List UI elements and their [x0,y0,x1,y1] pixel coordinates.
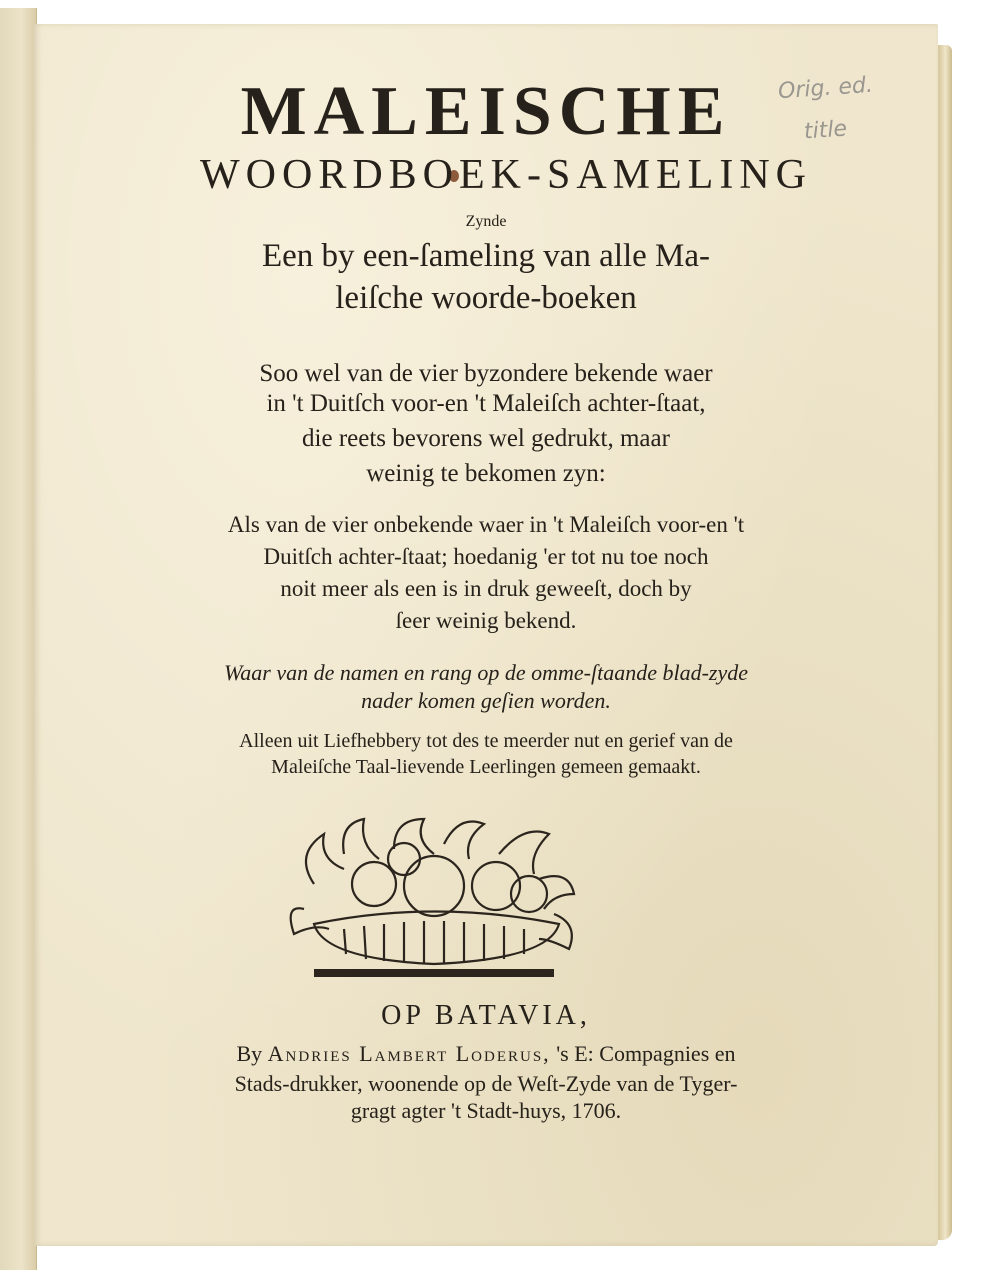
title-page [34,24,938,1246]
paragraph-1-line-4: weinig te bekomen zyn: [366,460,606,487]
main-title: MALEISCHE [240,73,732,150]
subtitle: WOORDBOEK-SAMELING [200,152,812,198]
imprint-by: By [236,1041,263,1066]
printer-name: Andries Lambert Loderus, [267,1041,551,1066]
imprint-line-1 [34,1041,938,1067]
paragraph-3-line-1: Alleen uit Liefhebbery tot des te meerder nut en gerief van de [239,730,733,752]
imprint-company: 's E: Compagnies en [556,1041,736,1066]
fruit-basket-woodcut-icon [284,814,584,979]
description-line-1: Een by een-ſameling van alle Ma- [261,238,711,274]
paragraph-1-line-3: die reets bevorens wel gedrukt, maar [302,425,670,452]
pencil-annotation-line-1: Orig. ed. [777,72,874,105]
italic-line-2: nader komen geſien worden. [361,688,611,713]
connector-word: Zynde [465,213,507,230]
paragraph-2-line-2: Duitſch achter-ſtaat; hoedanig 'er tot nu toe noch [263,544,709,569]
paragraph-1-line-2: in 't Duitſch voor-en 't Maleiſch achter-ſtaat, [266,390,706,417]
pencil-annotation-line-2: title [803,116,848,145]
imprint-place: OP BATAVIA, [381,1000,591,1031]
paragraph-2-line-3: noit meer als een is in druk geweeſt, doch by [280,576,692,601]
imprint-line-3: gragt agter 't Stadt-huys, 1706. [350,1098,622,1123]
paragraph-2-line-1: Als van de vier onbekende waer in 't Maleiſch voor-en 't [227,512,745,537]
description-line-2: leiſche woorde-boeken [335,280,637,316]
facing-page-edge [0,8,37,1270]
paragraph-2-line-4: ſeer weinig bekend. [395,608,577,633]
imprint-line-2: Stads-drukker, woonende op de Weſt-Zyde van de Tyger- [234,1071,738,1096]
paragraph-3-line-2: Maleiſche Taal-lievende Leerlingen gemeen gemaakt. [271,756,701,778]
paragraph-1-line-1: Soo wel van de vier byzondere bekende waer [259,360,713,387]
italic-line-1: Waar van de namen en rang op de omme-ſtaande blad-zyde [223,660,749,685]
